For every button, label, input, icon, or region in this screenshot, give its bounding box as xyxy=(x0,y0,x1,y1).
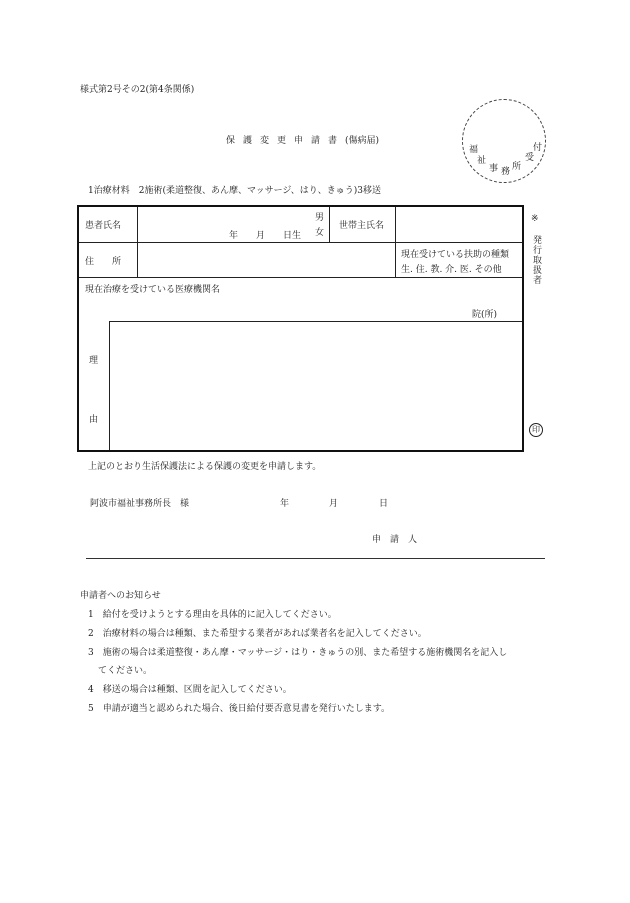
address-field[interactable] xyxy=(139,244,393,275)
institution-label: 現在治療を受けている医療機関名 xyxy=(85,285,221,295)
service-type-line: 1治療材料 2施術(柔道整復、あん摩、マッサージ、はり、きゅう)3移送 xyxy=(88,186,381,196)
application-table xyxy=(77,205,524,452)
stamp-char: 事 xyxy=(489,164,499,174)
stamp-char: 祉 xyxy=(477,156,487,166)
notice-item: 5 申請が適当と認められた場合、後日給付要否意見書を発行いたします。 xyxy=(88,704,391,714)
issuer-label: 発行取扱者 xyxy=(531,235,541,285)
institution-suffix: 院(所) xyxy=(472,310,498,320)
notice-heading: 申請者へのお知らせ xyxy=(80,591,161,601)
gender-male[interactable]: 男 xyxy=(315,213,325,223)
date-day-label: 日 xyxy=(379,499,389,509)
household-head-field[interactable] xyxy=(397,209,520,240)
stamp-char: 所 xyxy=(512,162,522,172)
stamp-char: 受 xyxy=(525,153,535,163)
stamp-char: 福 xyxy=(469,145,479,155)
form-number-label: 様式第2号その2(第4条関係) xyxy=(80,85,195,95)
notice-item: 1 給付を受けようとする理由を具体的に記入してください。 xyxy=(88,610,337,620)
stamp-char: 務 xyxy=(501,167,511,177)
declaration-text: 上記のとおり生活保護法による保護の変更を申請します。 xyxy=(88,462,322,472)
date-year-label: 年 xyxy=(280,499,290,509)
date-month-label: 月 xyxy=(329,499,339,509)
notice-item: 4 移送の場合は種類、区間を記入してください。 xyxy=(88,685,292,695)
asterisk-mark: ※ xyxy=(531,214,539,224)
aid-type-options[interactable]: 生. 住. 教. 介. 医. その他 xyxy=(401,265,502,275)
patient-name-label: 患者氏名 xyxy=(85,221,122,231)
notice-item: 3 施術の場合は柔道整復・あん摩・マッサージ・はり・きゅうの別、また希望する施術機関名を記入し xyxy=(88,648,508,658)
signature-line xyxy=(86,558,545,559)
address-label: 住 所 xyxy=(85,257,122,267)
notice-item-continuation: てください。 xyxy=(98,666,153,676)
household-head-label: 世帯主氏名 xyxy=(339,221,385,231)
birth-date-label: 年 月 日生 xyxy=(229,231,302,241)
reason-field[interactable] xyxy=(111,323,520,448)
notice-item: 2 治療材料の場合は種類、また希望する業者があれば業者名を記入してください。 xyxy=(88,629,427,639)
seal-mark: 印 xyxy=(529,423,543,437)
aid-type-label: 現在受けている扶助の種類 xyxy=(401,250,510,260)
title-subtitle: (傷病届) xyxy=(345,136,380,146)
stamp-char: 付 xyxy=(533,143,543,153)
reason-label: 理 xyxy=(89,356,99,366)
applicant-label: 申 請 人 xyxy=(372,535,418,545)
gender-female[interactable]: 女 xyxy=(315,228,325,238)
reason-label: 由 xyxy=(89,415,99,425)
title-main: 保護変更申請書 xyxy=(226,136,346,146)
addressee: 阿波市福祉事務所長 様 xyxy=(90,499,190,509)
document-title xyxy=(226,133,379,146)
reception-stamp xyxy=(462,99,546,183)
